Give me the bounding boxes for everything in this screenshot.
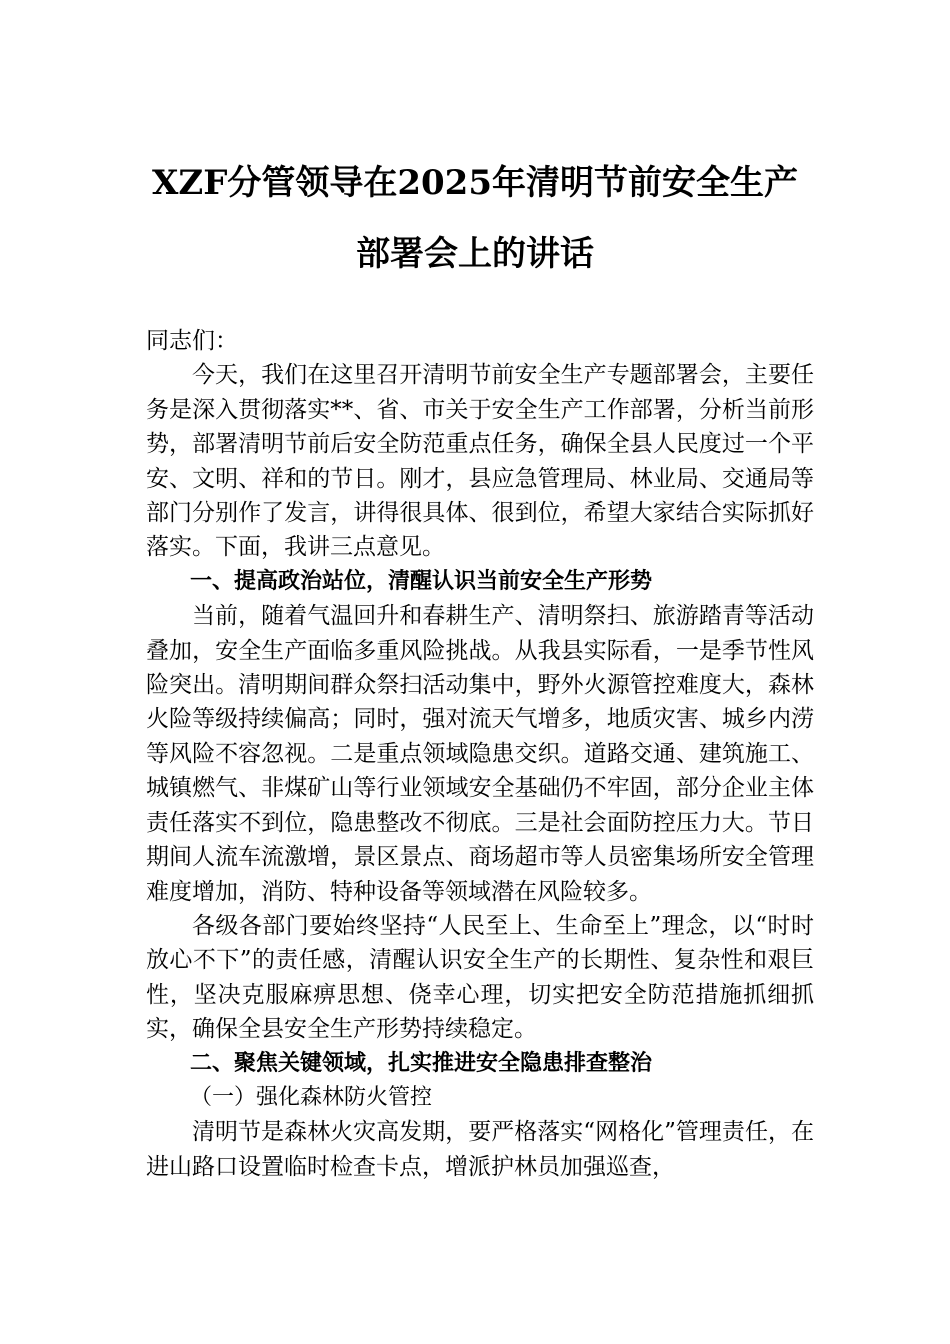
paragraph-intro: 今天，我们在这里召开清明节前安全生产专题部署会，主要任务是深入贯彻落实**、省、市关于安全生产工作部署，分析当前形势，部署清明节前后安全防范重点任务，确保全县人民度过一个平安、文明、祥和的节日。刚才，县应急管理局、林业局、交通局等部门分别作了发言，讲得很具体、很到位，希望大家结合实际抓好落实。下面，我讲三点意见。 bbox=[146, 362, 814, 561]
document-title-line-1: XZF分管领导在2025年清明节前安全生产 bbox=[152, 163, 798, 203]
greeting: 同志们： bbox=[146, 328, 238, 354]
paragraph-forest-fire: 清明节是森林火灾高发期，要严格落实“网格化”管理责任，在进山路口设置临时检查卡点，增派护林员加强巡查， bbox=[146, 1119, 814, 1180]
subsection-heading-1: （一）强化森林防火管控 bbox=[190, 1084, 433, 1110]
paragraph-requirements: 各级各部门要始终坚持“人民至上、生命至上”理念，以“时时放心不下”的责任感，清醒认识安全生产的长期性、复杂性和艰巨性，坚决克服麻痹思想、侥幸心理，切实把安全防范措施抓细抓实，确保全县安全生产形势持续稳定。 bbox=[146, 912, 814, 1043]
section-heading-2: 二、聚焦关键领域，扎实推进安全隐患排查整治 bbox=[190, 1050, 653, 1076]
paragraph-situation: 当前，随着气温回升和春耕生产、清明祭扫、旅游踏青等活动叠加，安全生产面临多重风险挑战。从我县实际看，一是季节性风险突出。清明期间群众祭扫活动集中，野外火源管控难度大，森林火险等级持续偏高；同时，强对流天气增多，地质灾害、城乡内涝等风险不容忽视。二是重点领域隐患交织。道路交通、建筑施工、城镇燃气、非煤矿山等行业领域安全基础仍不牢固，部分企业主体责任落实不到位，隐患整改不彻底。三是社会面防控压力大。节日期间人流车流激增，景区景点、商场超市等人员密集场所安全管理难度增加，消防、特种设备等领域潜在风险较多。 bbox=[146, 603, 814, 905]
document-title-line-2: 部署会上的讲话 bbox=[356, 234, 594, 274]
document-body bbox=[146, 324, 814, 1184]
section-heading-1: 一、提高政治站位，清醒认识当前安全生产形势 bbox=[190, 568, 653, 594]
